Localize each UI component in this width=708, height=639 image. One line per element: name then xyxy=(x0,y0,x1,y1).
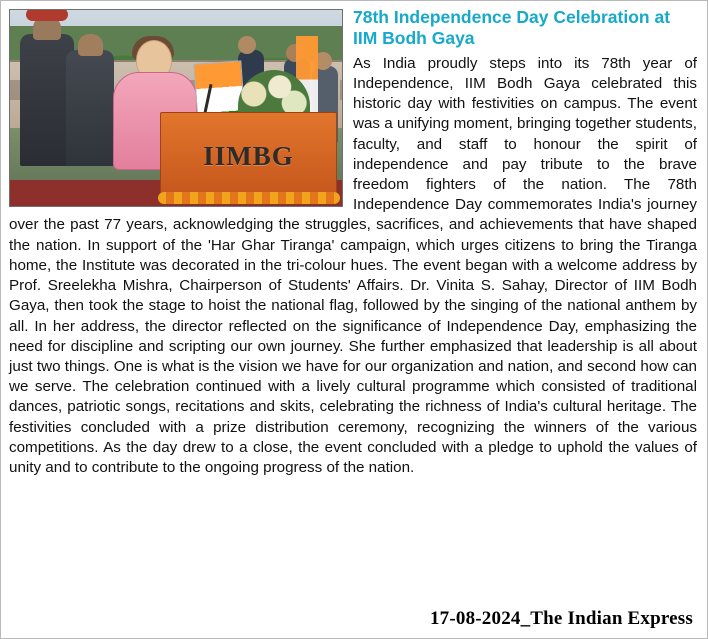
photo-podium xyxy=(160,112,337,200)
article-paragraph: As India proudly steps into its 78th year of Independence, IIM Bodh Gaya celebrated this historic day with festivities on campus. The event was a unifying moment, bringing together students, faculty, and staff to honour the spirit of independence and pay tribute to the brave freedom fighters of the nation. The 78th Independence Day commemorates India's journey over the past 77 years, acknowledging the struggles, sacrifices, and achievements that have shaped the nation. In support of the 'Har Ghar Tiranga' campaign, which urges citizens to bring the Tiranga home, the Institute was decorated in the tri-colour hues. The event began with a welcome address by Prof. Sreelekha Mishra, Chairperson of Students' Affairs. Dr. Vinita S. Sahay, Director of IIM Bodh Gaya, then took the stage to hoist the national flag, followed by the singing of the national anthem by all. In her address, the director reflected on the significance of Independence Day, emphasizing the need for discipline and scripting our own journey. She further emphasized that leadership is all about just two things. One is what is the vision we have for our organization and nation, and second how can we serve. The celebration continued with a lively cultural programme which consisted of traditional dances, patriotic songs, recitations and skits, celebrating the richness of India's cultural heritage. The festivities concluded with a prize distribution ceremony, recognizing the winners of the various competitions. As the day drew to a close, the event concluded with a pledge to uphold the values of unity and to contribute to the ongoing progress of the nation. xyxy=(9,54,697,477)
photo-guard-right xyxy=(66,50,114,166)
source-credit: 17-08-2024_The Indian Express xyxy=(429,608,693,629)
photo-marigold-garland xyxy=(158,192,340,204)
podium-label: IIMBG xyxy=(203,140,294,171)
article-photo xyxy=(9,9,343,207)
page-title: 78th Independence Day Celebration at IIM Bodh Gaya xyxy=(353,7,671,49)
